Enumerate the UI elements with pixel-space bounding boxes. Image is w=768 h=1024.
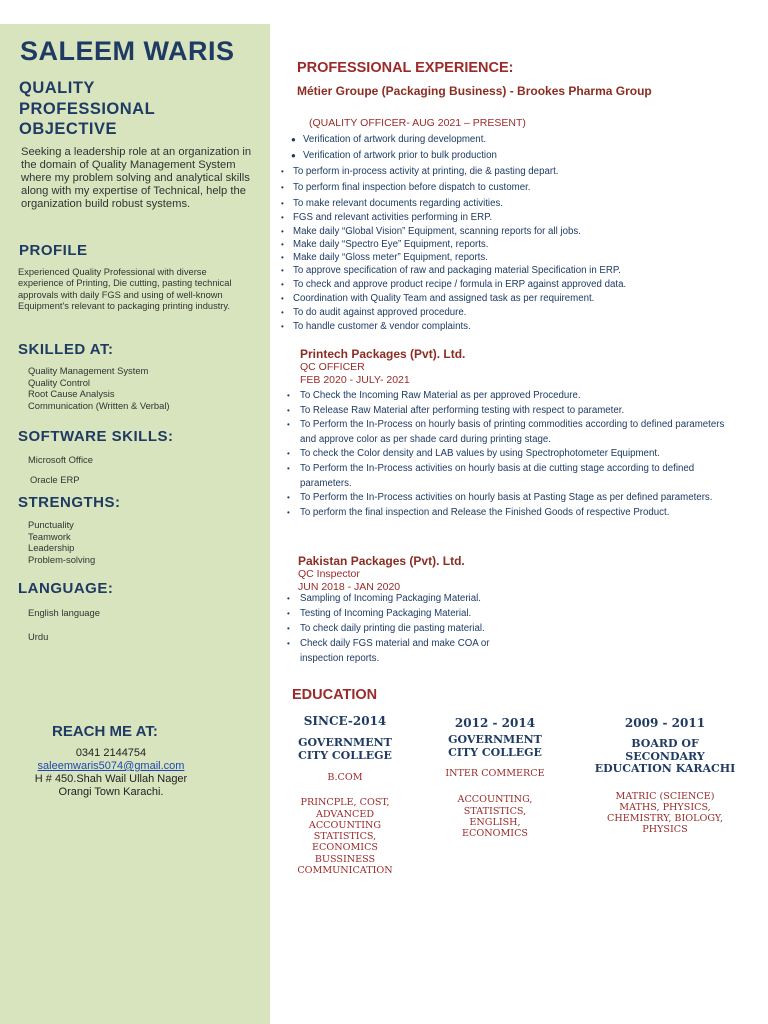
bullet-icon: •	[281, 253, 284, 262]
bullet-icon: •	[287, 493, 290, 503]
education-institution: GOVERNMENT CITY COLLEGE	[298, 736, 392, 762]
bullet-icon: •	[281, 183, 284, 192]
list-item: English language	[28, 607, 100, 618]
bullet-icon: •	[287, 420, 290, 430]
list-item: • To make relevant documents regarding activities.	[281, 198, 503, 209]
list-item: • To Check the Incoming Raw Material as per approved Procedure.	[300, 389, 740, 404]
list-item: • To approve specification of raw and packaging material Specification in ERP.	[281, 265, 621, 276]
list-item: • To Perform the In-Process activities on hourly basis at Pasting Stage as per defined parameters.	[300, 491, 740, 506]
bullet-icon: •	[287, 391, 290, 400]
bullet-icon: ●	[291, 135, 296, 144]
bullet-icon: •	[281, 167, 284, 176]
bullet-icon: •	[287, 507, 290, 517]
job-bullets	[287, 389, 740, 520]
strengths-title: STRENGTHS:	[18, 494, 121, 511]
job-role: (QUALITY OFFICER- AUG 2021 – PRESENT)	[309, 117, 526, 129]
education-institution: BOARD OF SECONDARY EDUCATION KARACHI	[594, 737, 736, 775]
address-line: Orangi Town Karachi.	[58, 786, 164, 798]
profile-text: Experienced Quality Professional with diverse experience of Printing, Die cutting, pasting technical approvals with daily FGS and using of well-known Equipment's relevant to packaging printing industry.	[18, 267, 232, 311]
bullet-icon: •	[287, 624, 290, 633]
bullet-icon: •	[281, 308, 284, 317]
email-link[interactable]: saleemwaris5074@gmail.com	[37, 760, 185, 772]
list-item: ● Verification of artwork during development.	[291, 134, 487, 145]
objective-title-line: QUALITY	[19, 79, 95, 97]
education-column	[590, 716, 740, 836]
bullet-icon: •	[281, 280, 284, 289]
objective-text: Seeking a leadership role at an organization in the domain of Quality Management System where my problem solving and analytical skills along with my expertise of Technical, help the organization build robust systems.	[21, 146, 252, 210]
education-year: 2012 - 2014	[454, 716, 536, 730]
job-bullets	[287, 591, 530, 666]
bullet-icon: •	[281, 266, 284, 275]
list-item: Quality Management System	[28, 365, 149, 376]
list-item: Communication (Written & Verbal)	[28, 399, 170, 411]
bullet-icon: •	[281, 199, 284, 208]
education-year: SINCE-2014	[303, 714, 387, 728]
education-column	[280, 714, 410, 876]
list-item: • To Perform the In-Process on hourly basis of printing commodities according to defined parameters and approve color as per shade card during printing stage.	[287, 419, 725, 445]
education-subjects: MATRIC (SCIENCE) MATHS, PHYSICS, CHEMISTRY, BIOLOGY, PHYSICS	[607, 790, 723, 836]
education-subjects: ACCOUNTING, STATISTICS, ENGLISH, ECONOMICS	[457, 794, 533, 840]
job-role: QC Inspector	[298, 568, 360, 580]
strengths-list	[28, 519, 95, 565]
bullet-icon: •	[281, 294, 284, 303]
job-bullets	[281, 165, 713, 334]
list-item: • Make daily “Gloss meter” Equipment, reports.	[281, 252, 488, 263]
bullet-icon: •	[281, 322, 284, 331]
language-title: LANGUAGE:	[18, 580, 114, 597]
bullet-icon: •	[287, 405, 290, 415]
job-dates: FEB 2020 - JULY- 2021	[300, 374, 410, 386]
job-company: Métier Groupe (Packaging Business) - Brookes Pharma Group	[297, 84, 652, 98]
list-item: Punctuality	[28, 519, 74, 530]
phone-number: 0341 2144754	[75, 747, 147, 759]
job-role: QC OFFICER	[300, 361, 365, 373]
list-item: Root Cause Analysis	[28, 388, 115, 400]
list-item: • Make daily “Spectro Eye” Equipment, reports.	[281, 239, 489, 250]
skilled-at-list	[28, 365, 170, 411]
job-dates: JUN 2018 - JAN 2020	[298, 581, 401, 593]
list-item: • Make daily “Global Vision” Equipment, scanning reports for all jobs.	[281, 226, 581, 237]
education-title: EDUCATION	[292, 687, 378, 703]
bullet-icon: ●	[291, 150, 296, 160]
list-item: • To perform final inspection before dispatch to customer.	[281, 182, 531, 193]
candidate-name: SALEEM WARIS	[20, 36, 235, 66]
education-institution: GOVERNMENT CITY COLLEGE	[448, 733, 542, 759]
list-item: • Sampling of Incoming Packaging Material.	[287, 593, 481, 604]
list-item: Microsoft Office	[28, 454, 93, 465]
job-company: Printech Packages (Pvt). Ltd.	[300, 347, 466, 361]
list-item: • To handle customer & vendor complaints.	[281, 321, 471, 332]
list-item: • FGS and relevant activities performing in ERP.	[281, 212, 493, 223]
contact-block	[16, 747, 206, 799]
software-skills-title: SOFTWARE SKILLS:	[18, 428, 174, 445]
job-bullets	[291, 133, 703, 163]
bullet-icon: •	[287, 609, 290, 618]
bullet-icon: •	[287, 463, 290, 473]
list-item: • To Perform the In-Process activities on hourly basis at die cutting stage according to defined parameters.	[287, 462, 695, 489]
job-company: Pakistan Packages (Pvt). Ltd.	[298, 554, 465, 568]
experience-title: PROFESSIONAL EXPERIENCE:	[297, 60, 514, 76]
list-item: ● Verification of artwork prior to bulk production	[291, 149, 497, 161]
list-item: • To do audit against approved procedure.	[281, 307, 467, 318]
list-item: • To perform the final inspection and Release the Finished Goods of respective Product.	[300, 506, 740, 521]
education-column	[430, 716, 560, 839]
reach-title: REACH ME AT:	[52, 723, 158, 740]
list-item: Leadership	[28, 542, 75, 554]
list-item: • To Release Raw Material after performing testing with respect to parameter.	[300, 404, 740, 419]
education-degree: B.COM	[327, 772, 363, 783]
education-year: 2009 - 2011	[624, 716, 706, 730]
list-item: • To check daily printing die pasting material.	[287, 623, 485, 634]
list-item: • Check daily FGS material and make COA or inspection reports.	[287, 638, 490, 664]
skilled-at-title: SKILLED AT:	[18, 341, 114, 358]
list-item: Quality Control	[28, 376, 91, 388]
profile-title: PROFILE	[19, 242, 88, 259]
list-item: • To perform in-process activity at printing, die & pasting depart.	[281, 166, 559, 177]
list-item: • Testing of Incoming Packaging Material.	[287, 608, 472, 619]
list-item: Oracle ERP	[30, 474, 80, 485]
objective-title-line: PROFESSIONAL	[19, 99, 156, 118]
objective-title-line: OBJECTIVE	[19, 120, 118, 138]
bullet-icon: •	[281, 213, 284, 222]
list-item: Urdu	[28, 631, 49, 642]
address-line: H # 450.Shah Wail Ullah Nager	[34, 773, 188, 785]
bullet-icon: •	[287, 449, 290, 459]
objective-title	[19, 78, 155, 140]
list-item: • To check and approve product recipe / formula in ERP against approved data.	[281, 279, 627, 290]
bullet-icon: •	[287, 594, 290, 603]
list-item: Teamwork	[28, 530, 71, 542]
bullet-icon: •	[287, 639, 290, 648]
list-item: Problem-solving	[28, 553, 96, 565]
bullet-icon: •	[281, 227, 284, 236]
education-degree: INTER COMMERCE	[445, 768, 545, 779]
education-subjects: PRINCPLE, COST, ADVANCED ACCOUNTING STATISTICS, ECONOMICS BUSSINESS COMMUNICATION	[297, 797, 393, 877]
list-item: • Coordination with Quality Team and assigned task as per requirement.	[281, 293, 595, 304]
list-item: • To check the Color density and LAB values by using Spectrophotometer Equipment.	[300, 447, 740, 462]
bullet-icon: •	[281, 240, 284, 249]
